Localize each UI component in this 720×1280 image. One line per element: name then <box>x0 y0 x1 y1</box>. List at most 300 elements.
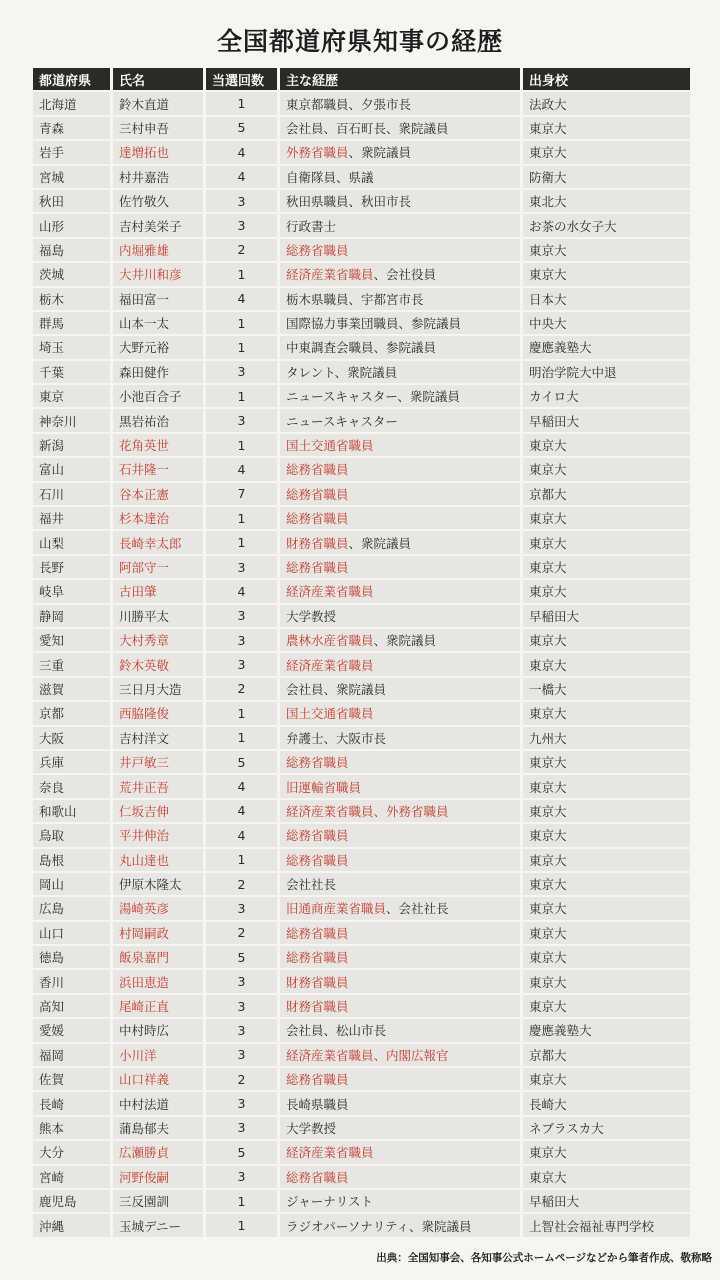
prefecture-cell: 秋田 <box>33 190 110 212</box>
table-row <box>33 214 690 236</box>
governor-name-cell: 飯泉嘉門 <box>113 946 203 968</box>
governor-name-cell: 川勝平太 <box>113 605 203 627</box>
school-cell: 慶應義塾大 <box>523 336 690 358</box>
table-row <box>33 409 690 431</box>
prefecture-cell: 北海道 <box>33 92 110 114</box>
terms-cell: 4 <box>206 580 277 602</box>
school-cell: ネブラスカ大 <box>523 1117 690 1139</box>
career-segment: 総務省職員 <box>286 486 349 502</box>
school-cell: 東京大 <box>523 434 690 456</box>
career-cell <box>280 1044 520 1066</box>
governor-name-cell: 大野元裕 <box>113 336 203 358</box>
prefecture-cell: 徳島 <box>33 946 110 968</box>
table-row <box>33 141 690 163</box>
career-cell <box>280 166 520 188</box>
career-cell <box>280 92 520 114</box>
school-cell: 長崎大 <box>523 1092 690 1114</box>
career-segment: 国土交通省職員 <box>286 706 374 722</box>
prefecture-cell: 佐賀 <box>33 1068 110 1090</box>
career-cell <box>280 141 520 163</box>
career-cell <box>280 800 520 822</box>
career-cell <box>280 897 520 919</box>
terms-cell: 1 <box>206 312 277 334</box>
school-cell: 東京大 <box>523 873 690 895</box>
school-cell: 慶應義塾大 <box>523 1019 690 1041</box>
terms-cell: 4 <box>206 824 277 846</box>
school-cell: 東京大 <box>523 1068 690 1090</box>
career-segment: 、衆院議員 <box>373 633 437 649</box>
governor-name-cell: 中村時広 <box>113 1019 203 1041</box>
terms-cell: 1 <box>206 507 277 529</box>
terms-cell: 1 <box>206 849 277 871</box>
terms-cell: 3 <box>206 1166 277 1188</box>
terms-cell: 5 <box>206 751 277 773</box>
career-segment: 総務省職員 <box>286 511 349 527</box>
prefecture-cell: 東京 <box>33 385 110 407</box>
school-cell: 東京大 <box>523 629 690 651</box>
school-cell: 東京大 <box>523 117 690 139</box>
table-row <box>33 922 690 944</box>
terms-cell: 3 <box>206 629 277 651</box>
prefecture-cell: 静岡 <box>33 605 110 627</box>
governor-name-cell: 仁坂吉伸 <box>113 800 203 822</box>
career-segment: 総務省職員 <box>286 560 349 575</box>
table-row <box>33 873 690 895</box>
school-cell: 防衛大 <box>523 166 690 188</box>
school-cell: 東京大 <box>523 1166 690 1188</box>
career-segment: 総務省職員 <box>286 925 349 941</box>
career-segment: 旧通商産業省職員 <box>286 901 387 917</box>
school-cell: 東京大 <box>523 141 690 163</box>
table-row <box>33 629 690 651</box>
terms-cell: 3 <box>206 214 277 236</box>
terms-cell: 2 <box>206 922 277 944</box>
table-row <box>33 288 690 310</box>
table-row <box>33 556 690 578</box>
table-row <box>33 897 690 919</box>
table-row <box>33 1141 690 1163</box>
career-segment: 国際協力事業団職員、参院議員 <box>286 316 462 332</box>
school-cell: 日本大 <box>523 288 690 310</box>
table-row <box>33 1190 690 1212</box>
career-cell <box>280 946 520 968</box>
career-cell <box>280 1141 520 1163</box>
school-cell: 東京大 <box>523 580 690 602</box>
school-cell: 東京大 <box>523 507 690 529</box>
table-row <box>33 1044 690 1066</box>
career-segment: 、会社役員 <box>373 267 437 283</box>
governor-name-cell: 佐竹敬久 <box>113 190 203 212</box>
header-school: 出身校 <box>523 68 690 90</box>
governor-name-cell: 山本一太 <box>113 312 203 334</box>
governor-name-cell: 内堀雅雄 <box>113 239 203 261</box>
terms-cell: 3 <box>206 653 277 675</box>
prefecture-cell: 宮城 <box>33 166 110 188</box>
header-terms: 当選回数 <box>206 68 277 90</box>
career-segment: 、会社社長 <box>386 901 449 917</box>
career-segment: 中東調査会職員、参院議員 <box>286 340 437 356</box>
school-cell: 東京大 <box>523 897 690 919</box>
table-row <box>33 458 690 480</box>
career-segment: 総務省職員 <box>286 950 349 966</box>
prefecture-cell: 沖縄 <box>33 1214 110 1236</box>
career-segment: 経済産業省職員 <box>286 267 374 283</box>
governor-name-cell: 三日月大造 <box>113 678 203 700</box>
career-segment: 会社社長 <box>286 877 337 893</box>
governor-name-cell: 三反園訓 <box>113 1190 203 1212</box>
table-row <box>33 434 690 456</box>
career-cell <box>280 1190 520 1212</box>
career-segment: 総務省職員 <box>286 1072 349 1088</box>
table-row <box>33 336 690 358</box>
prefecture-cell: 山口 <box>33 922 110 944</box>
table-row <box>33 1166 690 1188</box>
terms-cell: 3 <box>206 1044 277 1066</box>
governor-name-cell: 福田富一 <box>113 288 203 310</box>
career-segment: 総務省職員 <box>286 828 349 844</box>
school-cell: 法政大 <box>523 92 690 114</box>
career-segment: 総務省職員 <box>286 242 349 258</box>
table-row <box>33 824 690 846</box>
governor-name-cell: 丸山達也 <box>113 849 203 871</box>
school-cell: 一橋大 <box>523 678 690 700</box>
table-row <box>33 263 690 285</box>
prefecture-cell: 滋賀 <box>33 678 110 700</box>
prefecture-cell: 高知 <box>33 995 110 1017</box>
terms-cell: 3 <box>206 605 277 627</box>
career-segment: ラジオパーソナリティ、衆院議員 <box>286 1218 472 1234</box>
table-row <box>33 1019 690 1041</box>
table-row <box>33 117 690 139</box>
school-cell: 東京大 <box>523 458 690 480</box>
career-segment: 経済産業省職員 <box>286 584 374 600</box>
prefecture-cell: 島根 <box>33 849 110 871</box>
table-row <box>33 1117 690 1139</box>
career-segment: 総務省職員 <box>286 1169 349 1185</box>
governor-name-cell: 広瀬勝貞 <box>113 1141 203 1163</box>
career-cell <box>280 556 520 578</box>
prefecture-cell: 埼玉 <box>33 336 110 358</box>
career-cell <box>280 1092 520 1114</box>
career-cell <box>280 824 520 846</box>
career-segment: 東京都職員、夕張市長 <box>286 96 412 112</box>
career-cell <box>280 775 520 797</box>
career-cell <box>280 239 520 261</box>
career-segment: タレント、衆院議員 <box>286 364 398 380</box>
school-cell: 東京大 <box>523 970 690 992</box>
career-segment: 財務省職員 <box>286 974 349 990</box>
table-row <box>33 312 690 334</box>
career-segment: 農林水産省職員 <box>286 633 374 649</box>
governor-name-cell: 大村秀章 <box>113 629 203 651</box>
career-segment: 総務省職員 <box>286 755 349 771</box>
table-row <box>33 507 690 529</box>
career-segment: ジャーナリスト <box>286 1194 374 1210</box>
prefecture-cell: 広島 <box>33 897 110 919</box>
governor-name-cell: 大井川和彦 <box>113 263 203 285</box>
prefecture-cell: 京都 <box>33 702 110 724</box>
terms-cell: 3 <box>206 1117 277 1139</box>
terms-cell: 3 <box>206 970 277 992</box>
terms-cell: 1 <box>206 727 277 749</box>
career-cell <box>280 458 520 480</box>
school-cell: 東京大 <box>523 239 690 261</box>
career-segment: ニュースキャスター <box>286 413 398 429</box>
table-row <box>33 531 690 553</box>
table-row <box>33 678 690 700</box>
career-cell <box>280 483 520 505</box>
governor-name-cell: 村岡嗣政 <box>113 922 203 944</box>
career-segment: ニュースキャスター、衆院議員 <box>286 389 460 405</box>
governor-name-cell: 吉村洋文 <box>113 727 203 749</box>
school-cell: 早稲田大 <box>523 409 690 431</box>
terms-cell: 2 <box>206 678 277 700</box>
school-cell: 東京大 <box>523 556 690 578</box>
terms-cell: 4 <box>206 141 277 163</box>
table-row <box>33 190 690 212</box>
career-cell <box>280 702 520 724</box>
career-cell <box>280 117 520 139</box>
table-row <box>33 775 690 797</box>
page-title: 全国都道府県知事の経歴 <box>216 27 503 56</box>
terms-cell: 3 <box>206 897 277 919</box>
terms-cell: 5 <box>206 946 277 968</box>
prefecture-cell: 和歌山 <box>33 800 110 822</box>
governor-name-cell: 井戸敏三 <box>113 751 203 773</box>
career-segment: 国土交通省職員 <box>286 438 374 454</box>
school-cell: 東北大 <box>523 190 690 212</box>
table-row <box>33 385 690 407</box>
school-cell: カイロ大 <box>523 385 690 407</box>
source-note: 出典：全国知事会、各知事公式ホームページなどから筆者作成、敬称略 <box>376 1252 712 1264</box>
table-row <box>33 239 690 261</box>
career-segment: 総務省職員 <box>286 852 349 868</box>
career-cell <box>280 751 520 773</box>
header-career: 主な経歴 <box>280 68 520 90</box>
school-cell: 東京大 <box>523 922 690 944</box>
career-segment: 総務省職員 <box>286 462 349 478</box>
school-cell: 明治学院大中退 <box>523 361 690 383</box>
career-cell <box>280 190 520 212</box>
career-segment: 経済産業省職員 <box>286 657 374 673</box>
governor-name-cell: 荒井正吾 <box>113 775 203 797</box>
prefecture-cell: 山梨 <box>33 531 110 553</box>
terms-cell: 1 <box>206 531 277 553</box>
career-segment: 、衆院議員 <box>348 535 412 551</box>
terms-cell: 3 <box>206 1092 277 1114</box>
governor-name-cell: 杉本達治 <box>113 507 203 529</box>
school-cell: 上智社会福祉専門学校 <box>523 1214 690 1236</box>
terms-cell: 3 <box>206 995 277 1017</box>
prefecture-cell: 青森 <box>33 117 110 139</box>
prefecture-cell: 山形 <box>33 214 110 236</box>
table-row <box>33 605 690 627</box>
prefecture-cell: 大分 <box>33 1141 110 1163</box>
governor-name-cell: 古田肇 <box>113 580 203 602</box>
terms-cell: 3 <box>206 361 277 383</box>
career-segment: 会社員、百石町長、衆院議員 <box>286 120 449 136</box>
terms-cell: 2 <box>206 1068 277 1090</box>
table-row <box>33 580 690 602</box>
table-row <box>33 702 690 724</box>
career-segment: 経済産業省職員、外務省職員 <box>286 803 449 819</box>
terms-cell: 4 <box>206 775 277 797</box>
terms-cell: 1 <box>206 434 277 456</box>
school-cell: 東京大 <box>523 849 690 871</box>
career-cell <box>280 214 520 236</box>
governor-name-cell: 黒岩祐治 <box>113 409 203 431</box>
prefecture-cell: 栃木 <box>33 288 110 310</box>
career-segment: 外務省職員 <box>286 145 349 161</box>
prefecture-cell: 千葉 <box>33 361 110 383</box>
career-cell <box>280 531 520 553</box>
career-cell <box>280 580 520 602</box>
terms-cell: 1 <box>206 1190 277 1212</box>
table-body <box>33 92 690 1236</box>
school-cell: 九州大 <box>523 727 690 749</box>
terms-cell: 1 <box>206 385 277 407</box>
governor-name-cell: 浜田恵造 <box>113 970 203 992</box>
governor-name-cell: 湯崎英彦 <box>113 897 203 919</box>
table-row <box>33 995 690 1017</box>
terms-cell: 4 <box>206 458 277 480</box>
governor-name-cell: 尾崎正直 <box>113 995 203 1017</box>
governor-name-cell: 谷本正憲 <box>113 483 203 505</box>
career-cell <box>280 1019 520 1041</box>
prefecture-cell: 香川 <box>33 970 110 992</box>
prefecture-cell: 群馬 <box>33 312 110 334</box>
career-cell <box>280 263 520 285</box>
career-cell <box>280 678 520 700</box>
career-segment: 行政書士 <box>286 218 337 234</box>
prefecture-cell: 岩手 <box>33 141 110 163</box>
career-segment: 会社員、松山市長 <box>286 1023 387 1039</box>
governor-name-cell: 石井隆一 <box>113 458 203 480</box>
table-row <box>33 361 690 383</box>
school-cell: お茶の水女子大 <box>523 214 690 236</box>
governor-name-cell: 村井嘉浩 <box>113 166 203 188</box>
prefecture-cell: 鹿児島 <box>33 1190 110 1212</box>
career-segment: 自衛隊員、県議 <box>286 169 374 185</box>
career-cell <box>280 605 520 627</box>
terms-cell: 1 <box>206 702 277 724</box>
terms-cell: 3 <box>206 556 277 578</box>
career-cell <box>280 288 520 310</box>
career-cell <box>280 1117 520 1139</box>
terms-cell: 1 <box>206 336 277 358</box>
career-segment: 財務省職員 <box>286 999 349 1015</box>
governor-name-cell: 花角英世 <box>113 434 203 456</box>
prefecture-cell: 福島 <box>33 239 110 261</box>
governor-name-cell: 平井伸治 <box>113 824 203 846</box>
governor-name-cell: 西脇隆俊 <box>113 702 203 724</box>
prefecture-cell: 長野 <box>33 556 110 578</box>
terms-cell: 3 <box>206 1019 277 1041</box>
career-cell <box>280 970 520 992</box>
career-segment: 栃木県職員、宇都宮市長 <box>286 291 424 307</box>
terms-cell: 5 <box>206 1141 277 1163</box>
terms-cell: 1 <box>206 1214 277 1236</box>
governor-name-cell: 達増拓也 <box>113 141 203 163</box>
career-cell <box>280 336 520 358</box>
terms-cell: 4 <box>206 288 277 310</box>
table-row <box>33 92 690 114</box>
table-row <box>33 849 690 871</box>
governor-name-cell: 山口祥義 <box>113 1068 203 1090</box>
table-header <box>33 68 690 90</box>
governor-name-cell: 長崎幸太郎 <box>113 531 203 553</box>
school-cell: 東京大 <box>523 775 690 797</box>
career-segment: 長崎県職員 <box>286 1096 349 1112</box>
career-cell <box>280 629 520 651</box>
prefecture-cell: 富山 <box>33 458 110 480</box>
terms-cell: 4 <box>206 166 277 188</box>
terms-cell: 1 <box>206 263 277 285</box>
career-cell <box>280 849 520 871</box>
school-cell: 早稲田大 <box>523 605 690 627</box>
career-cell <box>280 507 520 529</box>
school-cell: 東京大 <box>523 751 690 773</box>
career-cell <box>280 1068 520 1090</box>
governor-name-cell: 森田健作 <box>113 361 203 383</box>
terms-cell: 3 <box>206 190 277 212</box>
terms-cell: 3 <box>206 409 277 431</box>
table-row <box>33 751 690 773</box>
governor-name-cell: 小川洋 <box>113 1044 203 1066</box>
career-segment: 、衆院議員 <box>348 145 412 161</box>
career-cell <box>280 385 520 407</box>
terms-cell: 2 <box>206 873 277 895</box>
career-segment: 弁護士、大阪市長 <box>286 730 387 746</box>
terms-cell: 1 <box>206 92 277 114</box>
governors-table <box>33 68 690 1239</box>
career-segment: 旧運輸省職員 <box>286 779 362 795</box>
header-name: 氏名 <box>113 68 203 90</box>
prefecture-cell: 福井 <box>33 507 110 529</box>
table-row <box>33 1068 690 1090</box>
school-cell: 東京大 <box>523 824 690 846</box>
table-row <box>33 653 690 675</box>
career-segment: 会社員、衆院議員 <box>286 681 387 697</box>
terms-cell: 7 <box>206 483 277 505</box>
prefecture-cell: 茨城 <box>33 263 110 285</box>
school-cell: 東京大 <box>523 946 690 968</box>
table-row <box>33 727 690 749</box>
career-segment: 大学教授 <box>286 1120 337 1136</box>
career-cell <box>280 727 520 749</box>
prefecture-cell: 奈良 <box>33 775 110 797</box>
governor-name-cell: 阿部守一 <box>113 556 203 578</box>
prefecture-cell: 神奈川 <box>33 409 110 431</box>
prefecture-cell: 鳥取 <box>33 824 110 846</box>
table-row <box>33 166 690 188</box>
table-row <box>33 946 690 968</box>
career-cell <box>280 873 520 895</box>
career-cell <box>280 653 520 675</box>
governor-name-cell: 鈴木英敬 <box>113 653 203 675</box>
prefecture-cell: 新潟 <box>33 434 110 456</box>
prefecture-cell: 岐阜 <box>33 580 110 602</box>
career-cell <box>280 361 520 383</box>
governor-name-cell: 伊原木隆太 <box>113 873 203 895</box>
career-cell <box>280 409 520 431</box>
terms-cell: 2 <box>206 239 277 261</box>
governor-name-cell: 吉村美栄子 <box>113 214 203 236</box>
school-cell: 東京大 <box>523 995 690 1017</box>
governor-name-cell: 鈴木直道 <box>113 92 203 114</box>
prefecture-cell: 兵庫 <box>33 751 110 773</box>
governor-name-cell: 三村申吾 <box>113 117 203 139</box>
